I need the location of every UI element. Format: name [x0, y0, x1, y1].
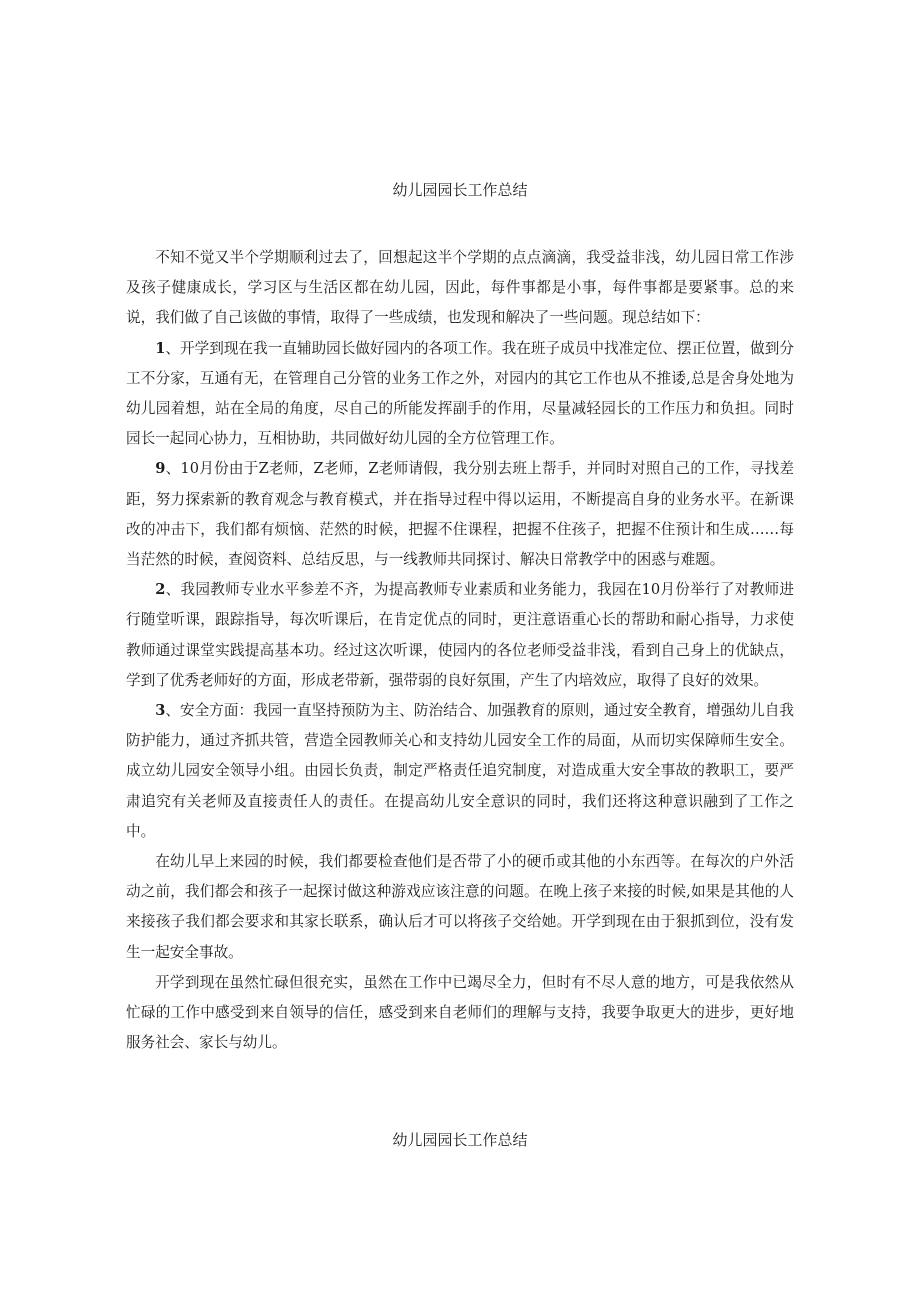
- paragraph-intro: [126, 243, 794, 334]
- paragraph-text: 、开学到现在我一直辅助园长做好园内的各项工作。我在班子成员中找准定位、摆正位置，做到分工不分家，互通有无，在管理自己分管的业务工作之外，对园内的其它工作也从不推诿,总是舍身处地为幼儿园着想，站在全局的角度，尽自己的所能发挥副手的作用，尽量减轻园长的工作压力和负担。同时园长一起同心协力，互相协助，共同做好幼儿园的全方位管理工作。: [126, 339, 794, 448]
- paragraph-number: 2: [155, 581, 166, 599]
- paragraph-item-9: [126, 454, 794, 575]
- paragraph-text: 在幼儿早上来园的时候，我们都要检查他们是否带了小的硬币或其他的小东西等。在每次的户外活动之前，我们都会和孩子一起探讨做这种游戏应该注意的问题。在晚上孩子来接的时候,如果是其他的人来接孩子我们都会要求和其家长联系，确认后才可以将孩子交给她。开学到现在由于狠抓到位，没有发生一起安全事故。: [126, 853, 794, 961]
- document-title: 幼儿园园长工作总结: [392, 181, 528, 199]
- paragraph-text: 不知不觉又半个学期顺利过去了，回想起这半个学期的点点滴滴，我受益非浅，幼儿园日常工作涉及孩子健康成长，学习区与生活区都在幼儿园，因此，每件事都是小事，每件事都是要紧事。总的来说，我们做了自己该做的事情，取得了一些成绩，也发现和解决了一些问题。现总结如下：: [126, 249, 794, 327]
- paragraph-number: 3: [155, 702, 166, 720]
- document-body: [126, 243, 794, 1058]
- paragraph-text: 开学到现在虽然忙碌但很充实，虽然在工作中已竭尽全力，但时有不尽人意的地方，可是我依然从忙碌的工作中感受到来自领导的信任，感受到来自老师们的理解与支持，我要争取更大的进步，更好地服务社会、家长与幼儿。: [126, 973, 794, 1052]
- paragraph-text: 、10月份由于Z老师，Z老师，Z老师请假，我分别去班上帮手，并同时对照自己的工作，寻找差距，努力探索新的教育观念与教育模式，并在指导过程中得以运用，不断提高自身的业务水平。在新课改的冲击下，我们都有烦恼、茫然的时候，把握不住课程，把握不住孩子，把握不住预计和生成……每当茫然的时候，查阅资料、总结反思，与一线教师共同探讨、解决日常教学中的困惑与难题。: [126, 460, 794, 569]
- paragraph-text: 、安全方面：我园一直坚持预防为主、防治结合、加强教育的原则，通过安全教育，增强幼儿自我防护能力，通过齐抓共管，营造全园教师关心和支持幼儿园安全工作的局面，从而切实保障师生安全。成立幼儿园安全领导小组。由园长负责，制定严格责任追究制度，对造成重大安全事故的教职工，要严肃追究有关老师及直接责任人的责任。在提高幼儿安全意识的同时，我们还将这种意识融到了工作之中。: [126, 702, 794, 840]
- paragraph-item-3: [126, 696, 794, 847]
- paragraph-number: 9: [155, 460, 166, 478]
- paragraph-item-2: [126, 575, 794, 696]
- paragraph-text: 、我园教师专业水平参差不齐，为提高教师专业素质和业务能力，我园在10月份举行了对教师进行随堂听课，跟踪指导，每次听课后，在肯定优点的同时，更注意语重心长的帮助和耐心指导，力求使教师通过课堂实践提高基本功。经过这次听课，使园内的各位老师受益非浅，看到自己身上的优缺点，学到了优秀老师好的方面，形成老带新，强带弱的良好氛围，产生了内培效应，取得了良好的效果。: [126, 581, 794, 689]
- paragraph-conclusion: [126, 968, 794, 1059]
- paragraph-safety-detail: [126, 847, 794, 968]
- second-document-title: 幼儿园园长工作总结: [392, 1131, 528, 1149]
- paragraph-number: 1: [155, 339, 166, 357]
- paragraph-item-1: [126, 334, 794, 455]
